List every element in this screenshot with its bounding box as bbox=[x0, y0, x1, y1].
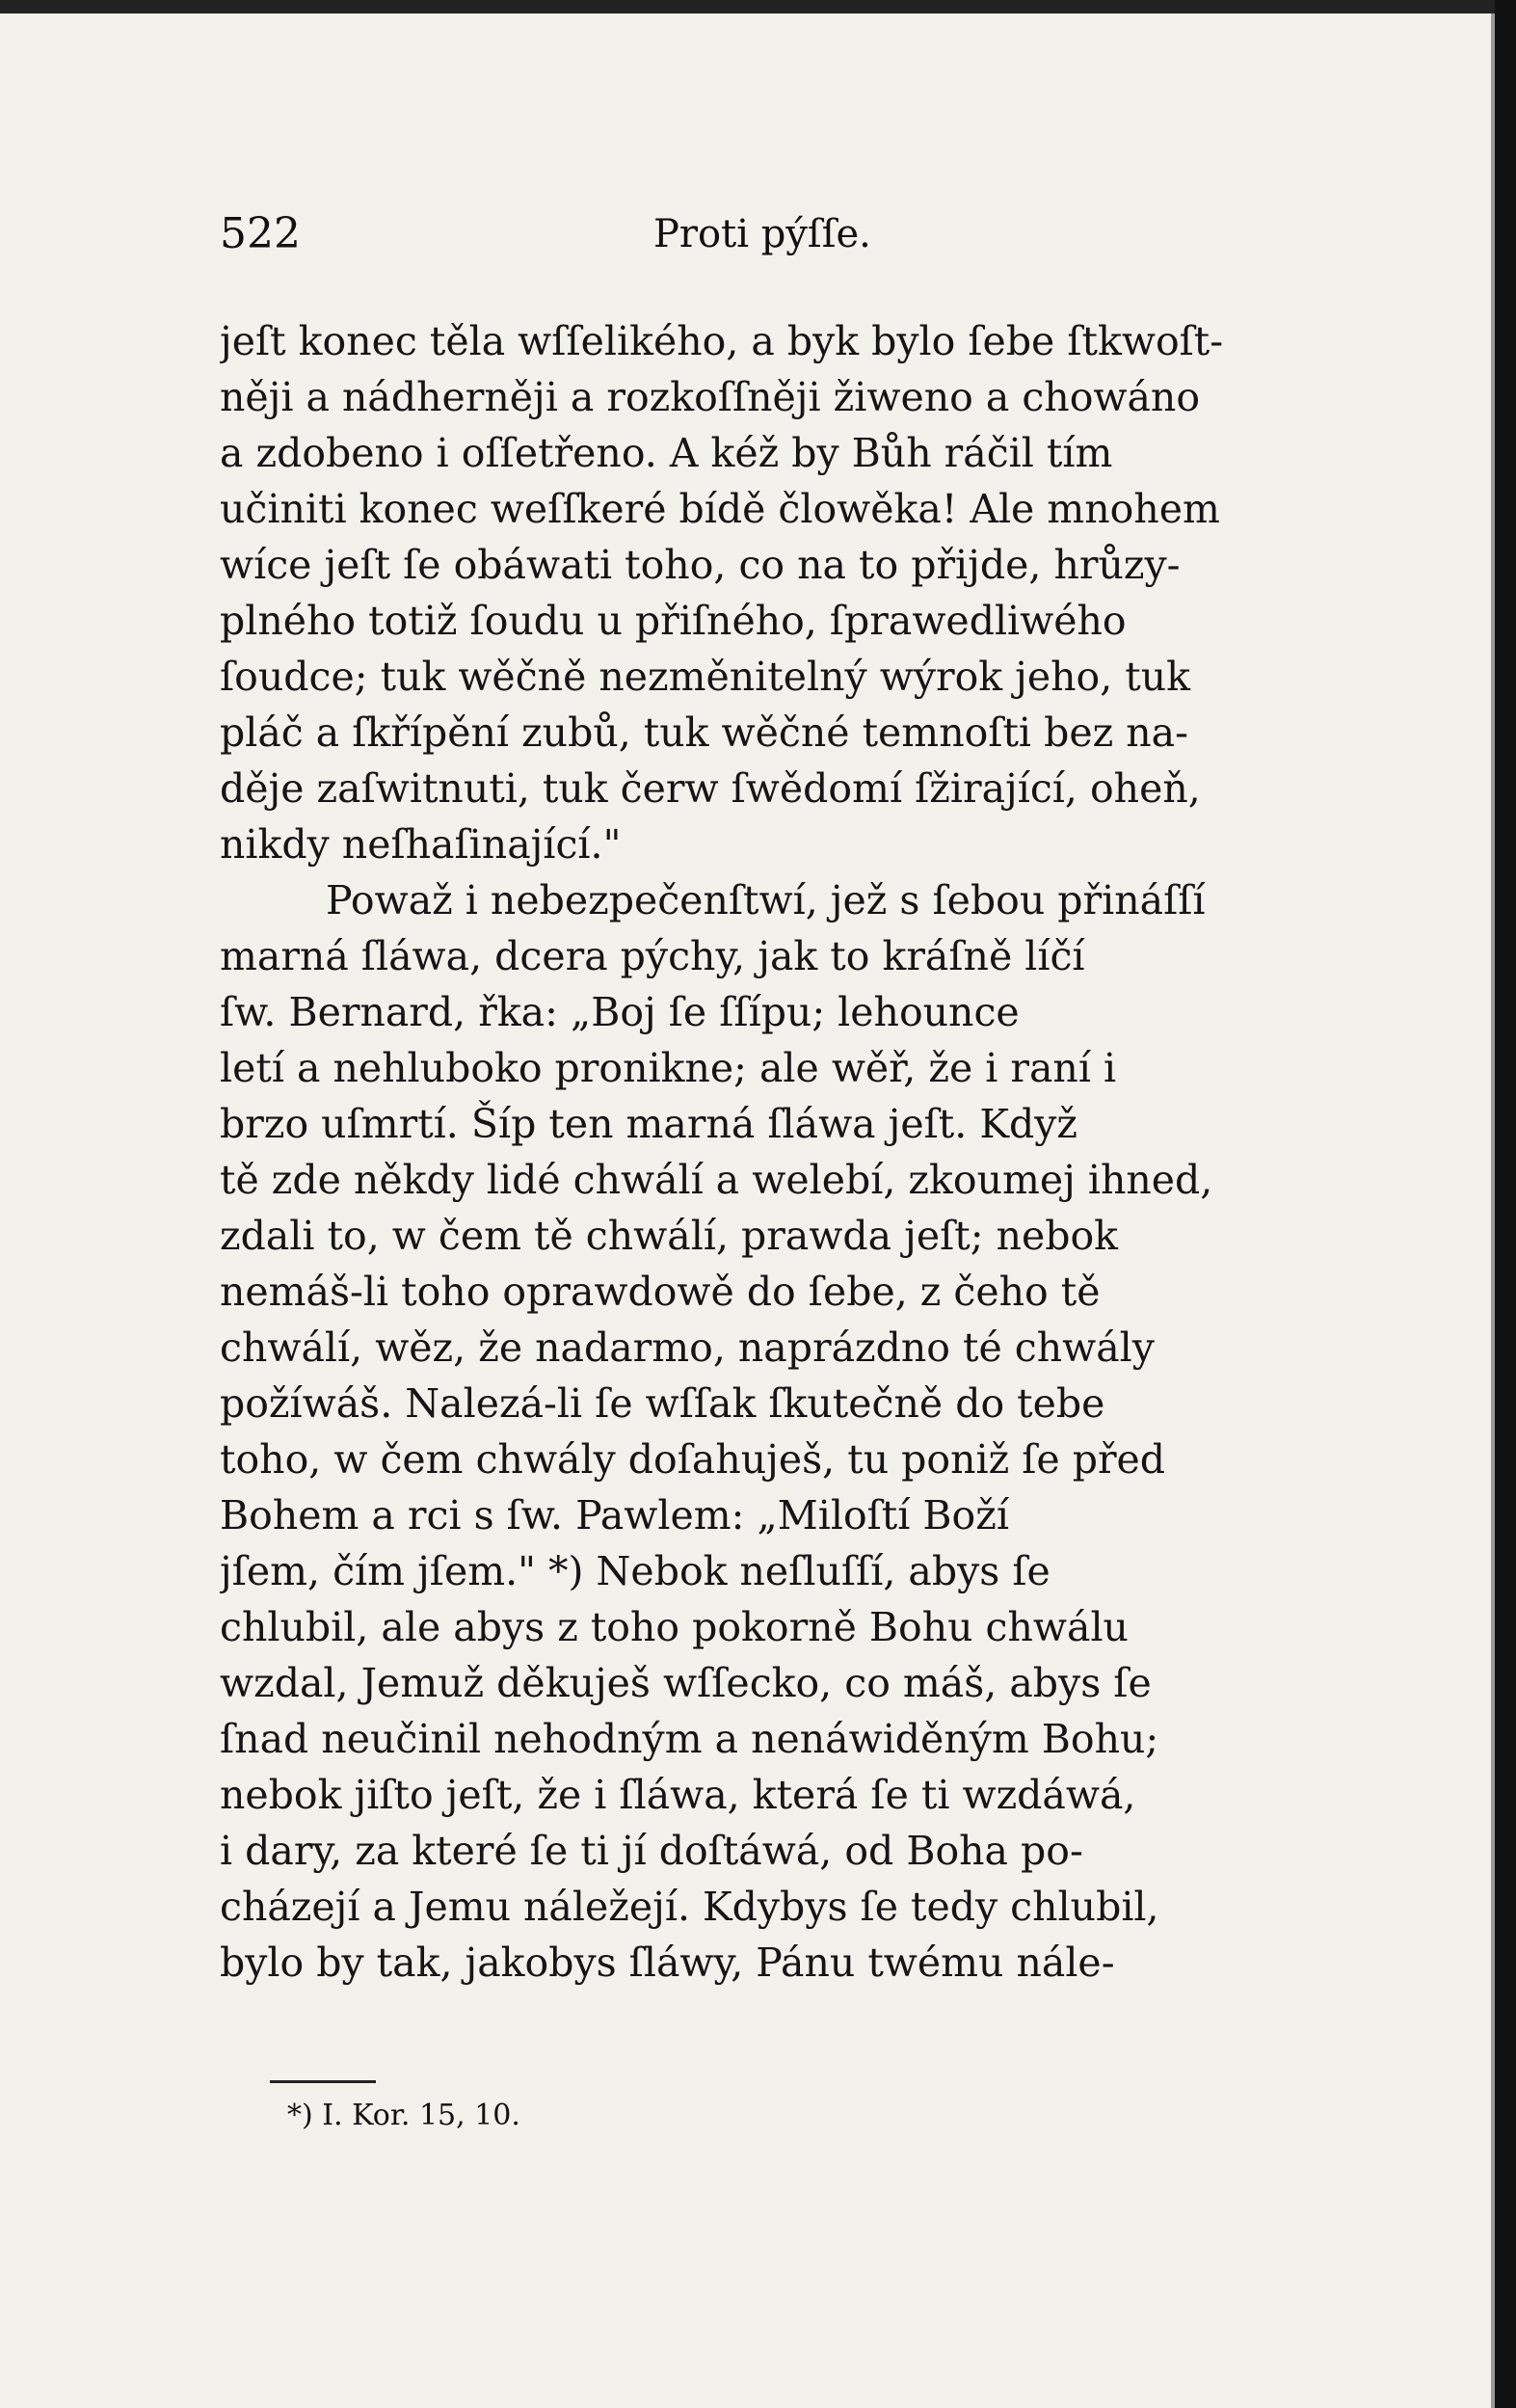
text-line: něji a nádherněji a rozkoſſněji žiweno a chowáno bbox=[220, 374, 1201, 420]
text-line: marná ſláwa, dcera pýchy, jak to kráſně líčí bbox=[220, 933, 1085, 979]
text-line: ſw. Bernard, řka: „Boj ſe ſſípu; lehounce bbox=[220, 989, 1020, 1035]
scan-right-edge bbox=[1495, 0, 1516, 2408]
paragraph-start-line: Powaž i nebezpečenſtwí, jež s ſebou přináſſí bbox=[326, 877, 1206, 923]
text-line: chwálí, wěz, že nadarmo, naprázdno té chwály bbox=[220, 1324, 1155, 1371]
text-line: učiniti konec weſſkeré bídě člowěka! Ale mnohem bbox=[220, 486, 1220, 532]
page-edge-shadow bbox=[1491, 13, 1495, 2408]
running-head: Proti pýſſe. bbox=[653, 212, 871, 256]
text-line: Bohem a rci s ſw. Pawlem: „Miloſtí Boží bbox=[220, 1492, 1009, 1538]
text-line: jeſt konec těla wſſelikého, a byk bylo ſebe ſtkwoſt- bbox=[220, 318, 1224, 364]
page-number: 522 bbox=[220, 209, 301, 258]
text-line: bylo by tak, jakobys ſláwy, Pánu twému nále- bbox=[220, 1940, 1115, 1986]
text-line: brzo uſmrtí. Šíp ten marná ſláwa jeſt. Když bbox=[220, 1101, 1077, 1147]
text-line: i dary, za které ſe ti jí doſtáwá, od Boha po- bbox=[220, 1828, 1083, 1874]
text-line: pláč a ſkřípění zubů, tuk wěčné temnoſti bez na- bbox=[220, 709, 1188, 756]
text-line: požíwáš. Nalezá-li ſe wſſak ſkutečně do tebe bbox=[220, 1380, 1105, 1427]
text-line: letí a nehluboko pronikne; ale wěř, že i raní i bbox=[220, 1045, 1117, 1091]
text-line: nebok jiſto jeſt, že i ſláwa, která ſe ti wzdáwá, bbox=[220, 1772, 1136, 1818]
text-line: tě zde někdy lidé chwálí a welebí, zkoumej ihned, bbox=[220, 1157, 1213, 1203]
text-line: wíce jeſt ſe obáwati toho, co na to přijde, hrůzy- bbox=[220, 542, 1181, 588]
text-line: plného totiž ſoudu u přiſného, ſprawedliwého bbox=[220, 598, 1127, 644]
text-line: toho, w čem chwály doſahuješ, tu poniž ſe před bbox=[220, 1436, 1166, 1483]
text-line: ſoudce; tuk wěčně nezměnitelný wýrok jeho, tuk bbox=[220, 654, 1191, 700]
body-text bbox=[220, 313, 1309, 1991]
footnote-divider bbox=[270, 2080, 376, 2083]
text-line: děje zaſwitnuti, tuk čerw ſwědomí ſžirající, oheň, bbox=[220, 765, 1201, 812]
page-header bbox=[220, 201, 1309, 268]
footnote: *) I. Kor. 15, 10. bbox=[287, 2099, 520, 2132]
scan-top-edge bbox=[0, 0, 1516, 13]
text-line: ſnad neučinil nehodným a nenáwiděným Bohu; bbox=[220, 1716, 1159, 1762]
text-line: jſem, čím jſem." *) Nebok neſluſſí, abys ſe bbox=[220, 1548, 1051, 1594]
text-line: wzdal, Jemuž děkuješ wſſecko, co máš, abys ſe bbox=[220, 1660, 1152, 1706]
text-line: zdali to, w čem tě chwálí, prawda jeſt; nebok bbox=[220, 1213, 1119, 1259]
text-line: nikdy neſhaſinající." bbox=[220, 821, 622, 868]
text-line: nemáš-li toho oprawdowě do ſebe, z čeho tě bbox=[220, 1269, 1101, 1315]
text-line: cházejí a Jemu náležejí. Kdybys ſe tedy chlubil, bbox=[220, 1884, 1159, 1930]
text-line: chlubil, ale abys z toho pokorně Bohu chwálu bbox=[220, 1604, 1129, 1650]
text-line: a zdobeno i oſſetřeno. A kéž by Bůh ráčil tím bbox=[220, 430, 1113, 476]
